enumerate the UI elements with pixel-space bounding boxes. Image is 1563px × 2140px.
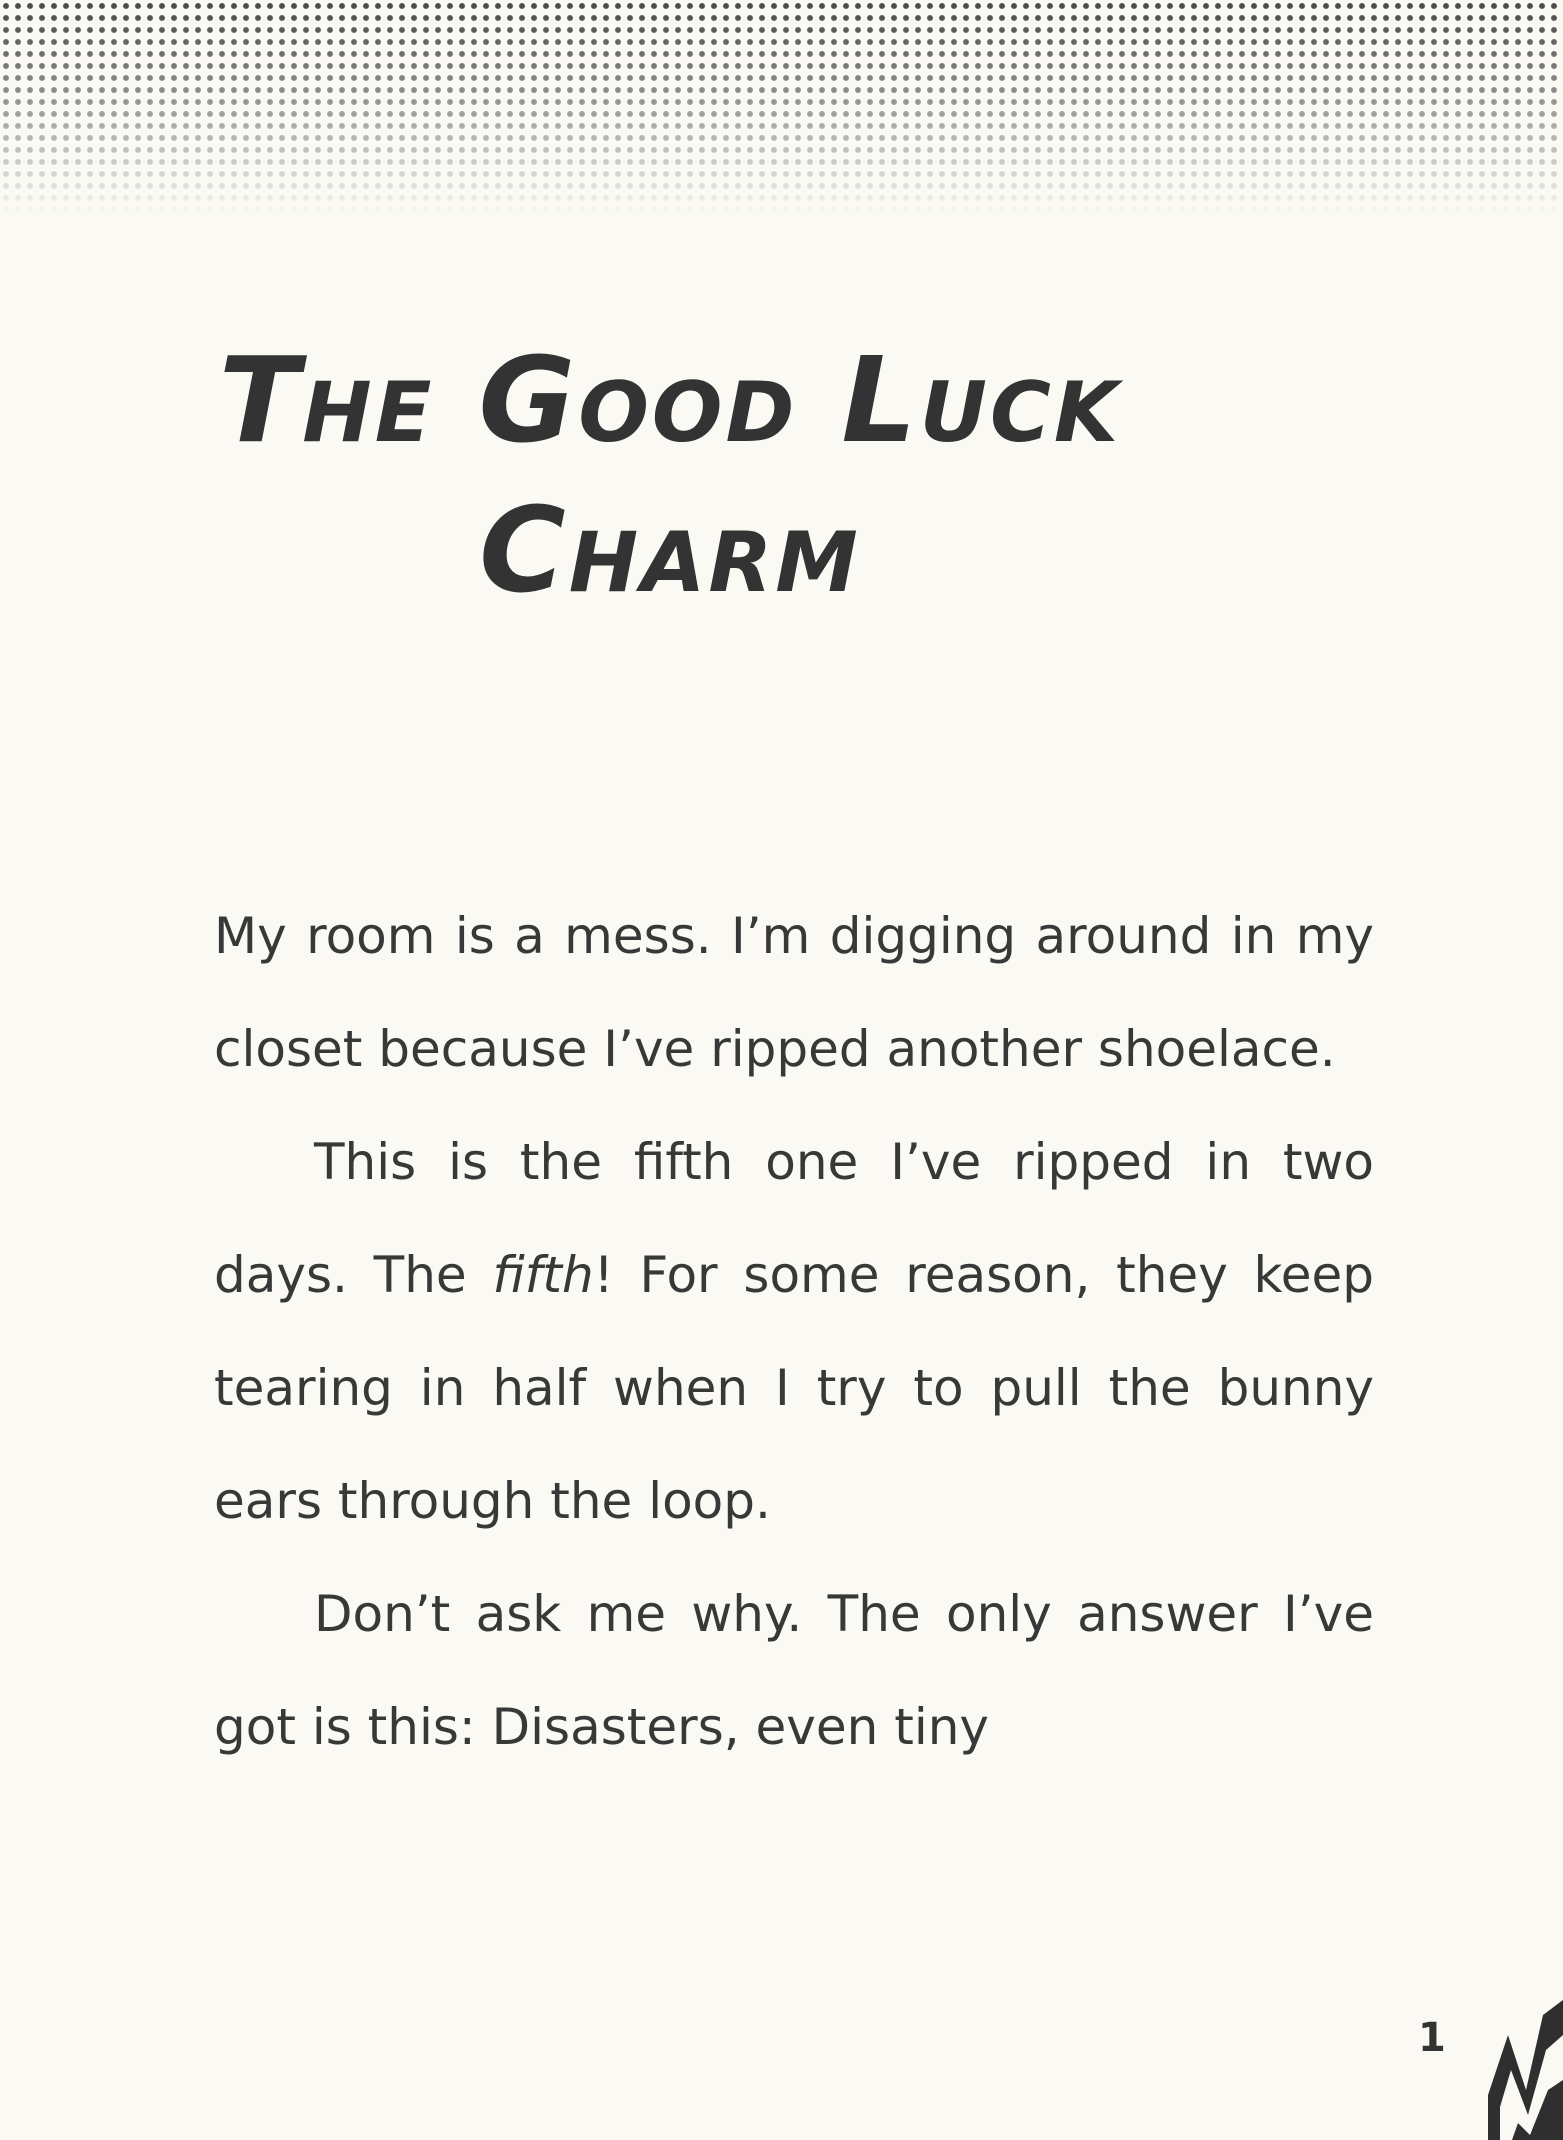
paragraph-1: My room is a mess. I’m digging around in my closet because I’ve ripped another shoelace. — [214, 907, 1374, 1078]
paragraph-2-start: This is the fifth one I’ve ripped in two days. The — [214, 1133, 1374, 1304]
corner-zigzag-icon — [1478, 1995, 1563, 2140]
emphasis-fifth: fifth — [492, 1246, 594, 1304]
body-text — [214, 880, 1374, 1784]
chapter-title — [0, 325, 1340, 625]
chapter-title-line-2: Charm — [479, 481, 861, 619]
paragraph-2-end: ! For some reason, they keep tearing in half when I try to pull the bunny ears through the loop. — [214, 1246, 1374, 1530]
halftone-dot-pattern — [0, 0, 1563, 215]
paragraph-2 — [214, 1106, 1374, 1558]
chapter-title-line-1: The Good Luck — [218, 331, 1122, 469]
page-number: 1 — [1418, 2015, 1446, 2061]
paragraph-3: Don’t ask me why. The only answer I’ve got is this: Disasters, even tiny — [214, 1585, 1374, 1756]
